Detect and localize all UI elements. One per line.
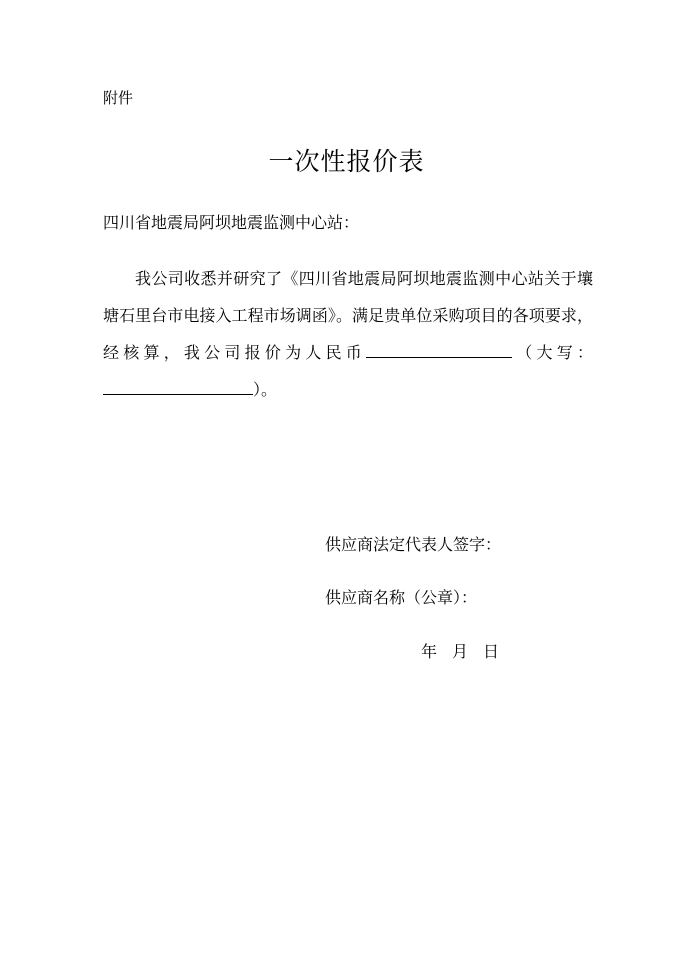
supplier-name-seal-label: 供应商名称（公章）： [325,588,478,607]
paragraph-text-end: ）。 [253,380,278,399]
date-day-label: 日 [483,642,500,661]
date-line [421,641,499,663]
price-capital-blank [103,378,253,395]
legal-representative-signature-label: 供应商法定代表人签字： [325,535,502,554]
addressee-line: 四川省地震局阿坝地震监测中心站： [103,213,360,232]
page-title: 一次性报价表 [268,147,425,176]
price-amount-blank [366,341,512,358]
quotation-paragraph [103,260,593,408]
paragraph-text-intro: 我公司收悉并研究了《四川省地震局阿坝地震监测中心站关于壤塘石里台市电接入工程市场调函》。满足贵单位采购项目的各项要求，经核算，我公司报价为人民币 [103,269,593,362]
date-year-label: 年 [421,642,438,661]
paragraph-text-capital: （大写： [512,343,593,362]
date-month-label: 月 [452,642,469,661]
attachment-label: 附件 [103,89,134,107]
